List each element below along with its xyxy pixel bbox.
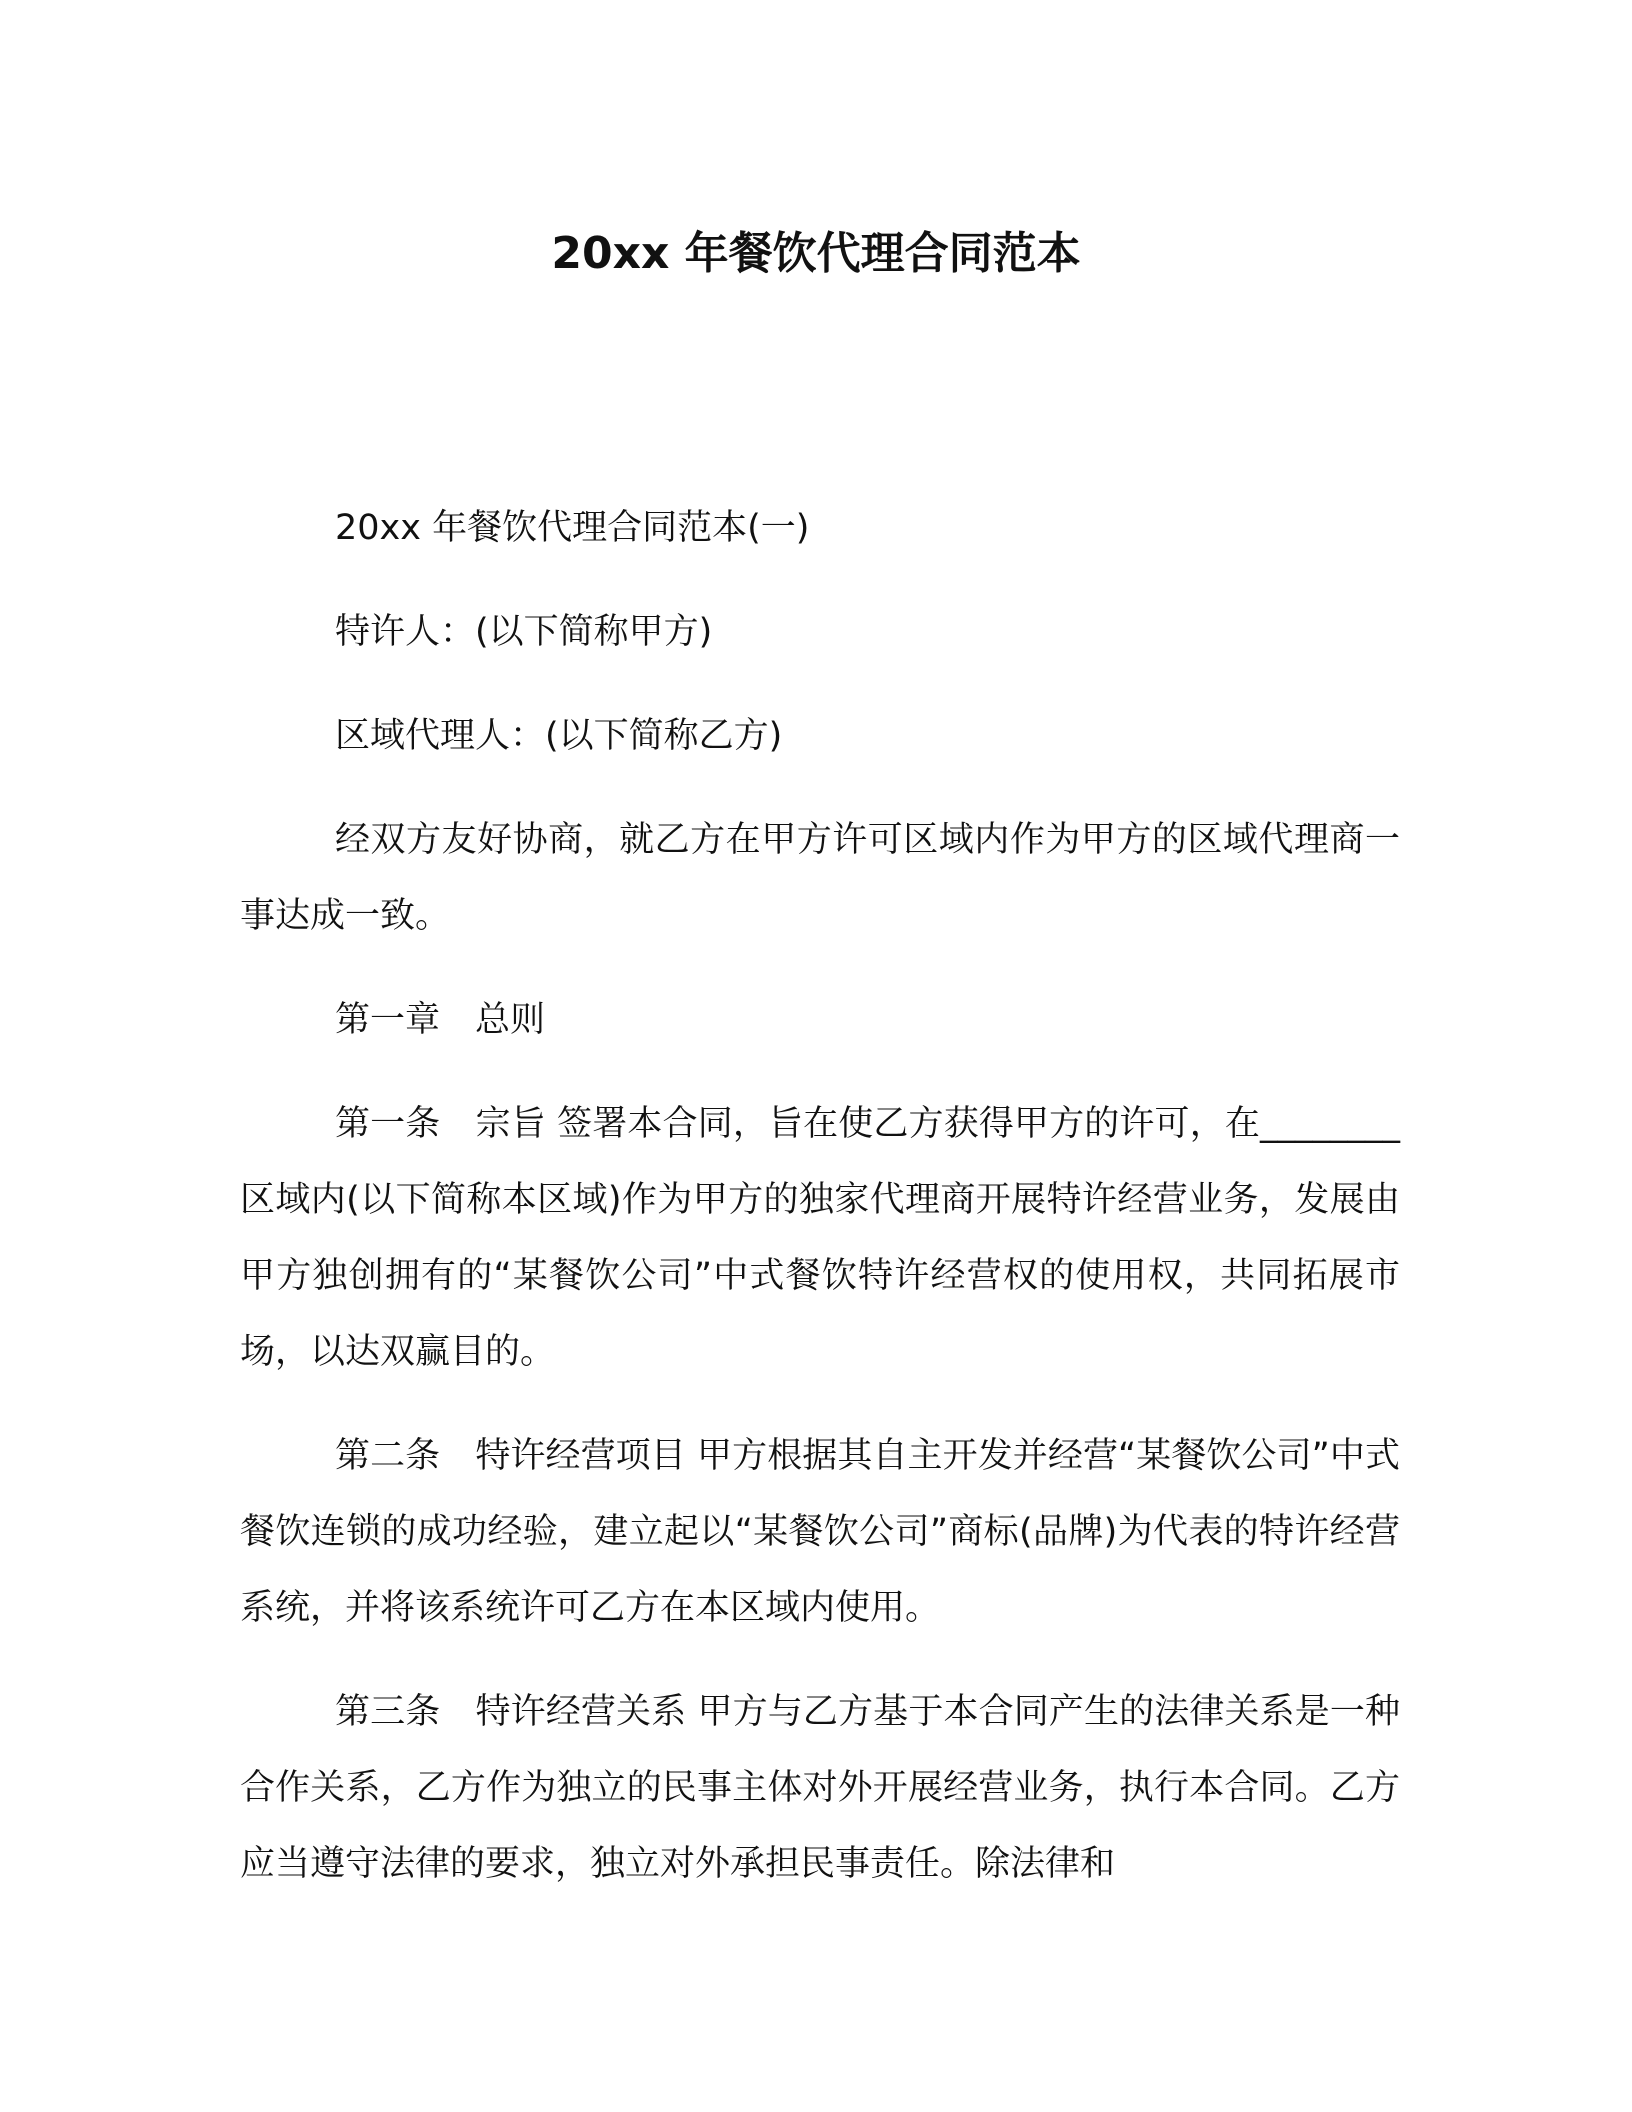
document-title: 20xx 年餐饮代理合同范本 (551, 228, 1081, 279)
agreement-intro-paragraph: 经双方友好协商，就乙方在甲方许可区域内作为甲方的区域代理商一事达成一致。 (240, 820, 1400, 936)
chapter-heading: 第一章 总则 (335, 1000, 546, 1040)
article-2-paragraph: 第二条 特许经营项目 甲方根据其自主开发并经营“某餐饮公司”中式餐饮连锁的成功经验，建立起以“某餐饮公司”商标(品牌)为代表的特许经营系统，并将该系统许可乙方在本区域内使用。 (240, 1436, 1400, 1628)
article-1-paragraph: 第一条 宗旨 签署本合同，旨在使乙方获得甲方的许可，在________区域内(以下简称本区域)作为甲方的独家代理商开展特许经营业务，发展由甲方独创拥有的“某餐饮公司”中式餐饮特许经营权的使用权，共同拓展市场，以达双赢目的。 (240, 1104, 1400, 1372)
franchisor-paragraph: 特许人：(以下简称甲方) (335, 612, 713, 652)
subtitle-paragraph: 20xx 年餐饮代理合同范本(一) (335, 508, 810, 548)
article-3-paragraph: 第三条 特许经营关系 甲方与乙方基于本合同产生的法律关系是一种合作关系，乙方作为独立的民事主体对外开展经营业务，执行本合同。乙方应当遵守法律的要求，独立对外承担民事责任。除法律和 (240, 1692, 1400, 1884)
document-body (240, 490, 1400, 1930)
regional-agent-paragraph: 区域代理人：(以下简称乙方) (335, 716, 783, 756)
